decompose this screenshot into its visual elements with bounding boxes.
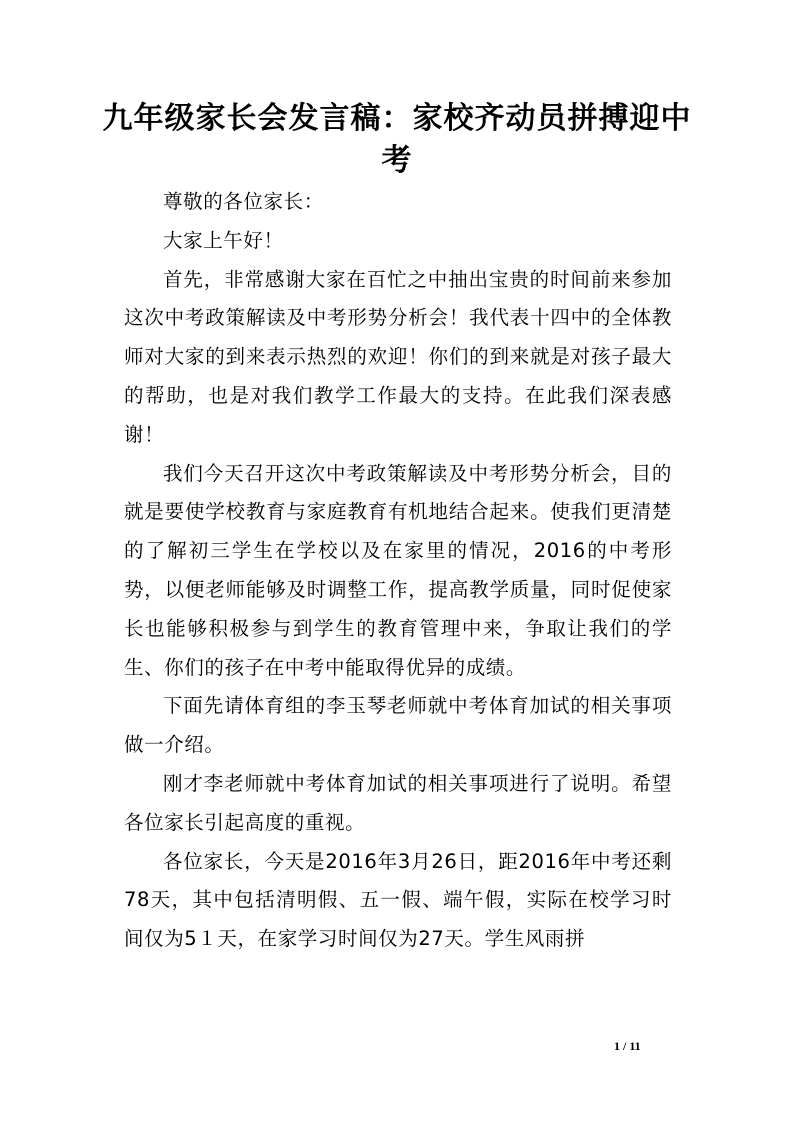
greeting: 大家上午好！ (163, 228, 284, 252)
paragraph-countdown: 各位家长，今天是2016年3月26日，距2016年中考还剩78天，其中包括清明假、五一假、端午假，实际在校学习时间仅为5１天，在家学习时间仅为27天。学生风雨拼 (124, 849, 672, 951)
salutation: 尊敬的各位家长： (163, 190, 324, 213)
document-title: 九年级家长会发言稿：家校齐动员拼搏迎中考 (102, 101, 692, 178)
paragraph-pe-intro: 下面先请体育组的李玉琴老师就中考体育加试的相关事项做一介绍。 (124, 694, 672, 757)
paragraph-purpose: 我们今天召开这次中考政策解读及中考形势分析会，目的就是要使学校教育与家庭教育有机地结合起来。使我们更清楚的了解初三学生在学校以及在家里的情况，2016的中考形势，以便老师能够及时调整工作，提高教学质量，同时促使家长也能够积极参与到学生的教育管理中来，争取让我们的学生、你们的孩子在中考中能取得优异的成绩。 (124, 461, 672, 679)
paragraph-thanks: 首先，非常感谢大家在百忙之中抽出宝贵的时间前来参加这次中考政策解读及中考形势分析会！我代表十四中的全体教师对大家的到来表示热烈的欢迎！你们的到来就是对孩子最大的帮助，也是对我们教学工作最大的支持。在此我们深表感谢！ (124, 267, 672, 446)
paragraph-pe-followup: 刚才李老师就中考体育加试的相关事项进行了说明。希望各位家长引起高度的重视。 (124, 771, 672, 834)
document-body (124, 183, 672, 959)
page-number: 1 / 11 (614, 1039, 641, 1053)
